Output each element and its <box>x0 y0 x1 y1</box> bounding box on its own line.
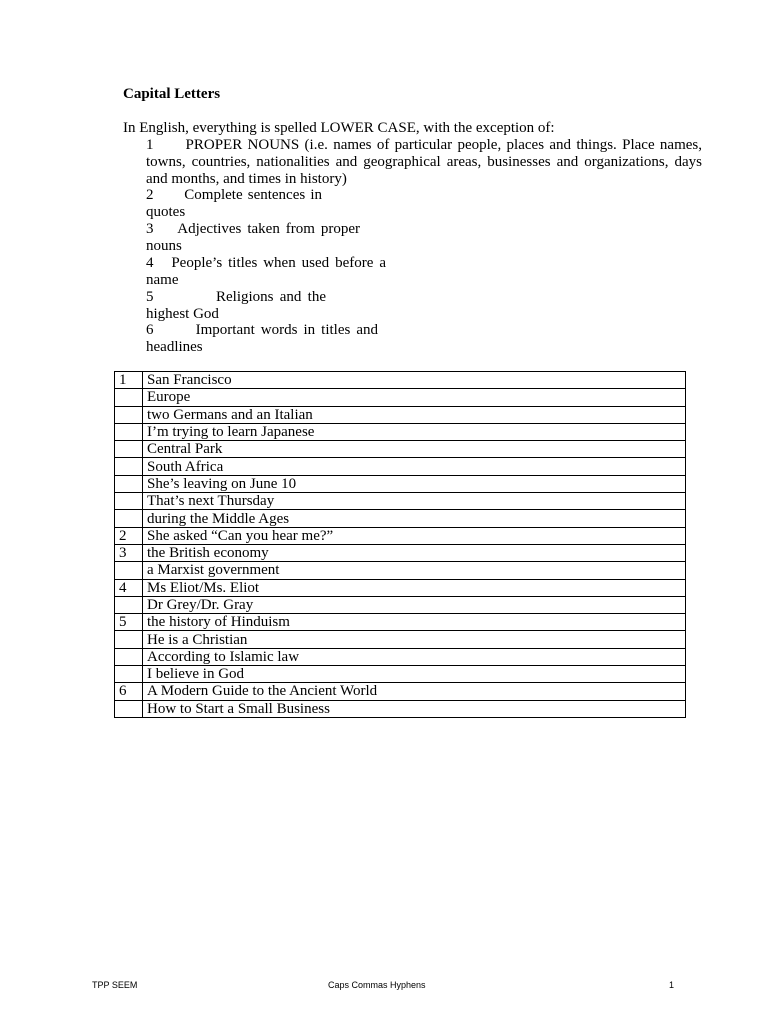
footer-center: Caps Commas Hyphens <box>328 980 426 990</box>
table-row <box>115 510 686 527</box>
table-row <box>115 596 686 613</box>
rule-text-continued: headlines <box>146 339 203 355</box>
table-row <box>115 544 686 561</box>
row-number <box>115 596 143 613</box>
row-example: I’m trying to learn Japanese <box>143 423 686 440</box>
rule-text-continued: highest God <box>146 306 219 322</box>
rule-number: 1 <box>146 137 154 153</box>
row-number: 6 <box>115 683 143 700</box>
table-row <box>115 527 686 544</box>
row-number <box>115 648 143 665</box>
examples-table-body <box>115 372 686 718</box>
table-row <box>115 562 686 579</box>
rule-4 <box>146 255 386 289</box>
row-example: Ms Eliot/Ms. Eliot <box>143 579 686 596</box>
rule-line <box>146 221 360 238</box>
row-example: She’s leaving on June 10 <box>143 475 686 492</box>
page-title: Capital Letters <box>123 86 221 102</box>
table-row <box>115 389 686 406</box>
rule-6 <box>146 322 378 356</box>
row-number: 2 <box>115 527 143 544</box>
row-example: How to Start a Small Business <box>143 700 686 717</box>
row-number: 4 <box>115 579 143 596</box>
row-example: Dr Grey/Dr. Gray <box>143 596 686 613</box>
rule-2 <box>146 187 322 221</box>
row-example: two Germans and an Italian <box>143 406 686 423</box>
row-number <box>115 423 143 440</box>
row-example: Central Park <box>143 441 686 458</box>
table-row <box>115 406 686 423</box>
row-number <box>115 493 143 510</box>
table-row <box>115 631 686 648</box>
table-row <box>115 423 686 440</box>
footer-left: TPP SEEM <box>92 980 138 990</box>
rule-text-continued: nouns <box>146 238 182 254</box>
rule-line <box>146 289 326 306</box>
rule-3 <box>146 221 360 255</box>
table-row <box>115 475 686 492</box>
rule-line <box>146 187 322 204</box>
table-row <box>115 666 686 683</box>
row-example: He is a Christian <box>143 631 686 648</box>
row-example: San Francisco <box>143 372 686 389</box>
table-row <box>115 372 686 389</box>
row-number <box>115 475 143 492</box>
row-number <box>115 406 143 423</box>
row-number <box>115 631 143 648</box>
row-example: during the Middle Ages <box>143 510 686 527</box>
row-example: the British economy <box>143 544 686 561</box>
table-row <box>115 458 686 475</box>
row-number <box>115 389 143 406</box>
row-number <box>115 562 143 579</box>
rule-number: 3 <box>146 221 154 237</box>
rule-number: 4 <box>146 255 154 271</box>
row-example: A Modern Guide to the Ancient World <box>143 683 686 700</box>
rule-1 <box>146 137 702 188</box>
table-row <box>115 441 686 458</box>
row-number: 5 <box>115 614 143 631</box>
row-number <box>115 510 143 527</box>
examples-table <box>114 371 686 718</box>
rule-text: PROPER NOUNS (i.e. names of particular people, places and things. Place names, towns, countries, nationalities and geographical areas, businesses and organizations, days and months, and times in history) <box>146 137 703 187</box>
table-row <box>115 493 686 510</box>
rule-text: Important words in titles and <box>195 322 378 338</box>
rule-text-continued: quotes <box>146 204 186 220</box>
rule-number: 6 <box>146 322 154 338</box>
row-example: That’s next Thursday <box>143 493 686 510</box>
intro-text: In English, everything is spelled LOWER CASE, with the exception of: <box>123 120 555 136</box>
table-row <box>115 614 686 631</box>
row-number <box>115 666 143 683</box>
row-example: According to Islamic law <box>143 648 686 665</box>
row-example: I believe in God <box>143 666 686 683</box>
row-example: South Africa <box>143 458 686 475</box>
table-row <box>115 648 686 665</box>
row-number <box>115 700 143 717</box>
table-row <box>115 700 686 717</box>
rule-text: People’s titles when used before a <box>171 255 387 271</box>
row-number: 1 <box>115 372 143 389</box>
rule-text: Adjectives taken from proper <box>177 221 360 237</box>
rule-5 <box>146 289 326 323</box>
rule-line <box>146 322 378 339</box>
page-number: 1 <box>669 980 675 990</box>
table-row <box>115 579 686 596</box>
row-example: She asked “Can you hear me?” <box>143 527 686 544</box>
row-example: the history of Hinduism <box>143 614 686 631</box>
row-number <box>115 458 143 475</box>
rule-number: 2 <box>146 187 154 203</box>
row-number: 3 <box>115 544 143 561</box>
rule-number: 5 <box>146 289 154 305</box>
rule-text-continued: name <box>146 272 179 288</box>
table-row <box>115 683 686 700</box>
row-example: a Marxist government <box>143 562 686 579</box>
rule-text: Complete sentences in <box>184 187 323 203</box>
row-number <box>115 441 143 458</box>
rule-text: Religions and the <box>216 289 326 305</box>
row-example: Europe <box>143 389 686 406</box>
rule-line <box>146 255 386 272</box>
